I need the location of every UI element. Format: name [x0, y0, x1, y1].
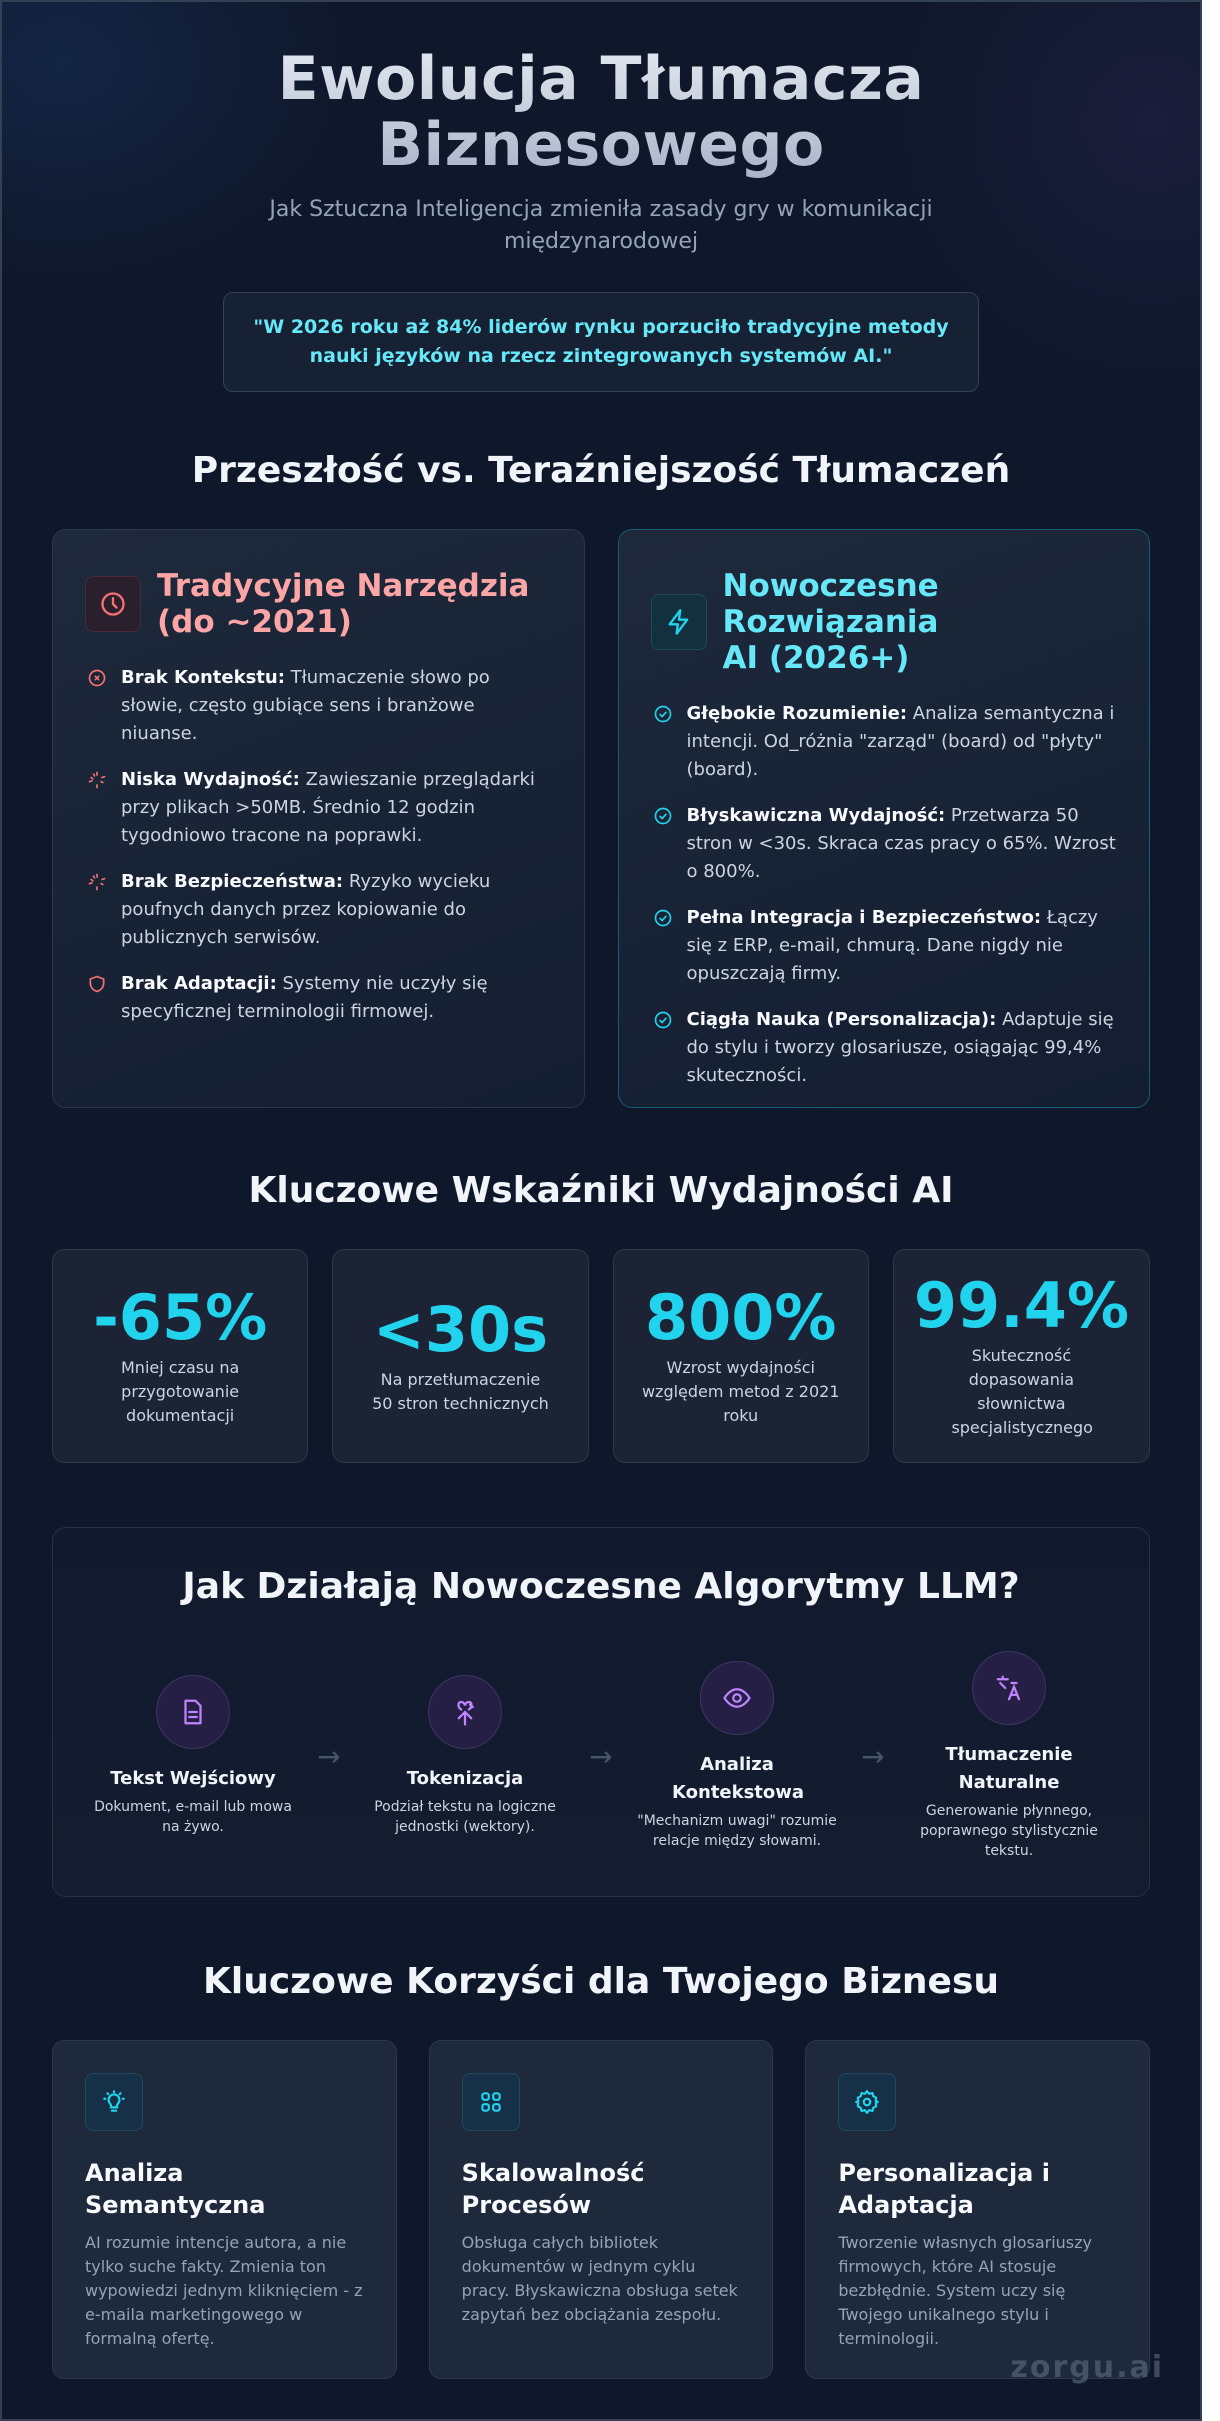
kpi-label: Skuteczność dopasowania słownictwa specjalistycznego — [951, 1346, 1093, 1437]
kpi-card — [52, 1249, 308, 1463]
kpi-card — [893, 1249, 1150, 1463]
kpi-card — [332, 1249, 588, 1463]
benefit-desc: AI rozumie intencje autora, a nie tylko suche fakty. Zmienia ton wypowiedzi jednym kliknięciem - z e-maila marketingowego w formalną ofertę. — [85, 2233, 363, 2348]
loader-icon — [85, 868, 109, 896]
kpi-label: Mniej czasu na przygotowanie dokumentacji — [121, 1358, 240, 1425]
benefits-title: Kluczowe Korzyści dla Twojego Biznesu — [202, 1961, 1000, 2002]
tokenize-icon — [428, 1675, 502, 1749]
eye-icon — [700, 1661, 774, 1735]
watermark: zorgu.ai — [1010, 2350, 1164, 2385]
step-title: Tokenizacja — [406, 1768, 524, 1789]
list-item: Błyskawiczna Wydajność: Przetwarza 50 stron w <30s. Skraca czas pracy o 65%. Wzrost o 800%. — [651, 802, 1120, 886]
check-circle-icon — [651, 904, 675, 932]
traditional-tools-title: Tradycyjne Narzędzia (do ~2021) — [157, 568, 530, 640]
kpi-label: Na przetłumaczenie 50 stron technicznych — [372, 1370, 549, 1413]
step-title: Analiza Kontekstowa — [672, 1754, 805, 1803]
arrow-right-icon: → — [589, 1739, 613, 1773]
kpi-value: <30s — [372, 1293, 549, 1366]
process-step — [625, 1661, 849, 1851]
process-step — [897, 1651, 1121, 1861]
languages-icon — [972, 1651, 1046, 1725]
lightbulb-icon — [85, 2073, 143, 2131]
modern-ai-card — [618, 529, 1151, 1108]
benefit-title: Analiza Semantyczna — [85, 2159, 266, 2219]
list-item: Brak Adaptacji: Systemy nie uczyły się specyficznej terminologii firmowej. — [85, 970, 554, 1026]
benefit-card — [805, 2040, 1150, 2379]
quote-box: "W 2026 roku aż 84% liderów rynku porzuciło tradycyjne metody nauki języków na rzecz zintegrowanych systemów AI." — [223, 292, 979, 392]
benefit-title: Skalowalność Procesów — [461, 2159, 645, 2219]
shield-icon — [85, 970, 109, 998]
traditional-tools-card — [52, 529, 585, 1108]
x-circle-icon — [85, 664, 109, 692]
kpi-card — [613, 1249, 869, 1463]
page-title: Ewolucja Tłumacza Biznesowego — [251, 46, 951, 178]
benefits-section — [2, 2040, 1200, 2379]
llm-title: Jak Działają Nowoczesne Algorytmy LLM? — [182, 1566, 1020, 1607]
process-step — [353, 1675, 577, 1837]
kpi-section — [2, 1249, 1200, 1463]
llm-process-section — [52, 1527, 1150, 1897]
loader-icon — [85, 766, 109, 794]
modern-ai-title: Nowoczesne Rozwiązania AI (2026+) — [722, 568, 939, 676]
file-text-icon — [156, 1675, 230, 1749]
zap-icon — [651, 594, 707, 650]
list-item: Głębokie Rozumienie: Analiza semantyczna i intencji. Od_różnia "zarząd" (board) od "płyty" (board). — [651, 700, 1120, 784]
list-item: Niska Wydajność: Zawieszanie przeglądarki przy plikach >50MB. Średnio 12 godzin tygodniowo tracone na poprawki. — [85, 766, 554, 850]
kpi-label: Wzrost wydajności względem metod z 2021 roku — [641, 1358, 840, 1425]
arrow-right-icon: → — [317, 1739, 341, 1773]
list-item: Ciągła Nauka (Personalizacja): Adaptuje się do stylu i tworzy glosariusze, osiągając 99,4% skuteczności. — [651, 1006, 1120, 1090]
grid-icon — [462, 2073, 520, 2131]
arrow-right-icon: → — [861, 1739, 885, 1773]
comparison-section — [2, 529, 1200, 1108]
gear-icon — [838, 2073, 896, 2131]
kpi-value: 99.4% — [913, 1269, 1129, 1342]
step-desc: "Mechanizm uwagi" rozumie relacje między słowami. — [637, 1813, 837, 1849]
benefit-title: Personalizacja i Adaptacja — [838, 2159, 1050, 2219]
list-item: Brak Bezpieczeństwa: Ryzyko wycieku poufnych danych przez kopiowanie do publicznych serwisów. — [85, 868, 554, 952]
benefit-desc: Obsługa całych bibliotek dokumentów w jednym cyklu pracy. Błyskawiczna obsługa setek zapytań bez obciążania zespołu. — [461, 2233, 738, 2324]
page-subtitle: Jak Sztuczna Inteligencja zmieniła zasady gry w komunikacji międzynarodowej — [269, 197, 933, 254]
benefit-card — [429, 2040, 774, 2379]
benefit-desc: Tworzenie własnych glosariuszy firmowych, które AI stosuje bezbłędnie. System uczy się Twojego unikalnego stylu i terminologii. — [838, 2233, 1092, 2348]
step-desc: Podział tekstu na logiczne jednostki (wektory). — [374, 1799, 556, 1835]
step-desc: Dokument, e-mail lub mowa na żywo. — [94, 1799, 292, 1835]
clock-icon — [85, 576, 141, 632]
benefit-card — [52, 2040, 397, 2379]
kpi-title: Kluczowe Wskaźniki Wydajności AI — [248, 1170, 954, 1211]
process-steps — [53, 1651, 1149, 1861]
list-item: Brak Kontekstu: Tłumaczenie słowo po słowie, często gubiące sens i branżowe niuanse. — [85, 664, 554, 748]
list-item: Pełna Integracja i Bezpieczeństwo: Łączy się z ERP, e-mail, chmurą. Dane nigdy nie opuszczają firmy. — [651, 904, 1120, 988]
check-circle-icon — [651, 700, 675, 728]
kpi-value: 800% — [644, 1281, 837, 1354]
hero — [2, 2, 1200, 392]
check-circle-icon — [651, 1006, 675, 1034]
step-title: Tłumaczenie Naturalne — [945, 1744, 1073, 1793]
check-circle-icon — [651, 802, 675, 830]
process-step — [81, 1675, 305, 1837]
kpi-value: -65% — [93, 1281, 268, 1354]
comparison-title: Przeszłość vs. Teraźniejszość Tłumaczeń — [191, 450, 1011, 491]
step-title: Tekst Wejściowy — [110, 1768, 276, 1789]
step-desc: Generowanie płynnego, poprawnego stylistycznie tekstu. — [920, 1803, 1098, 1859]
